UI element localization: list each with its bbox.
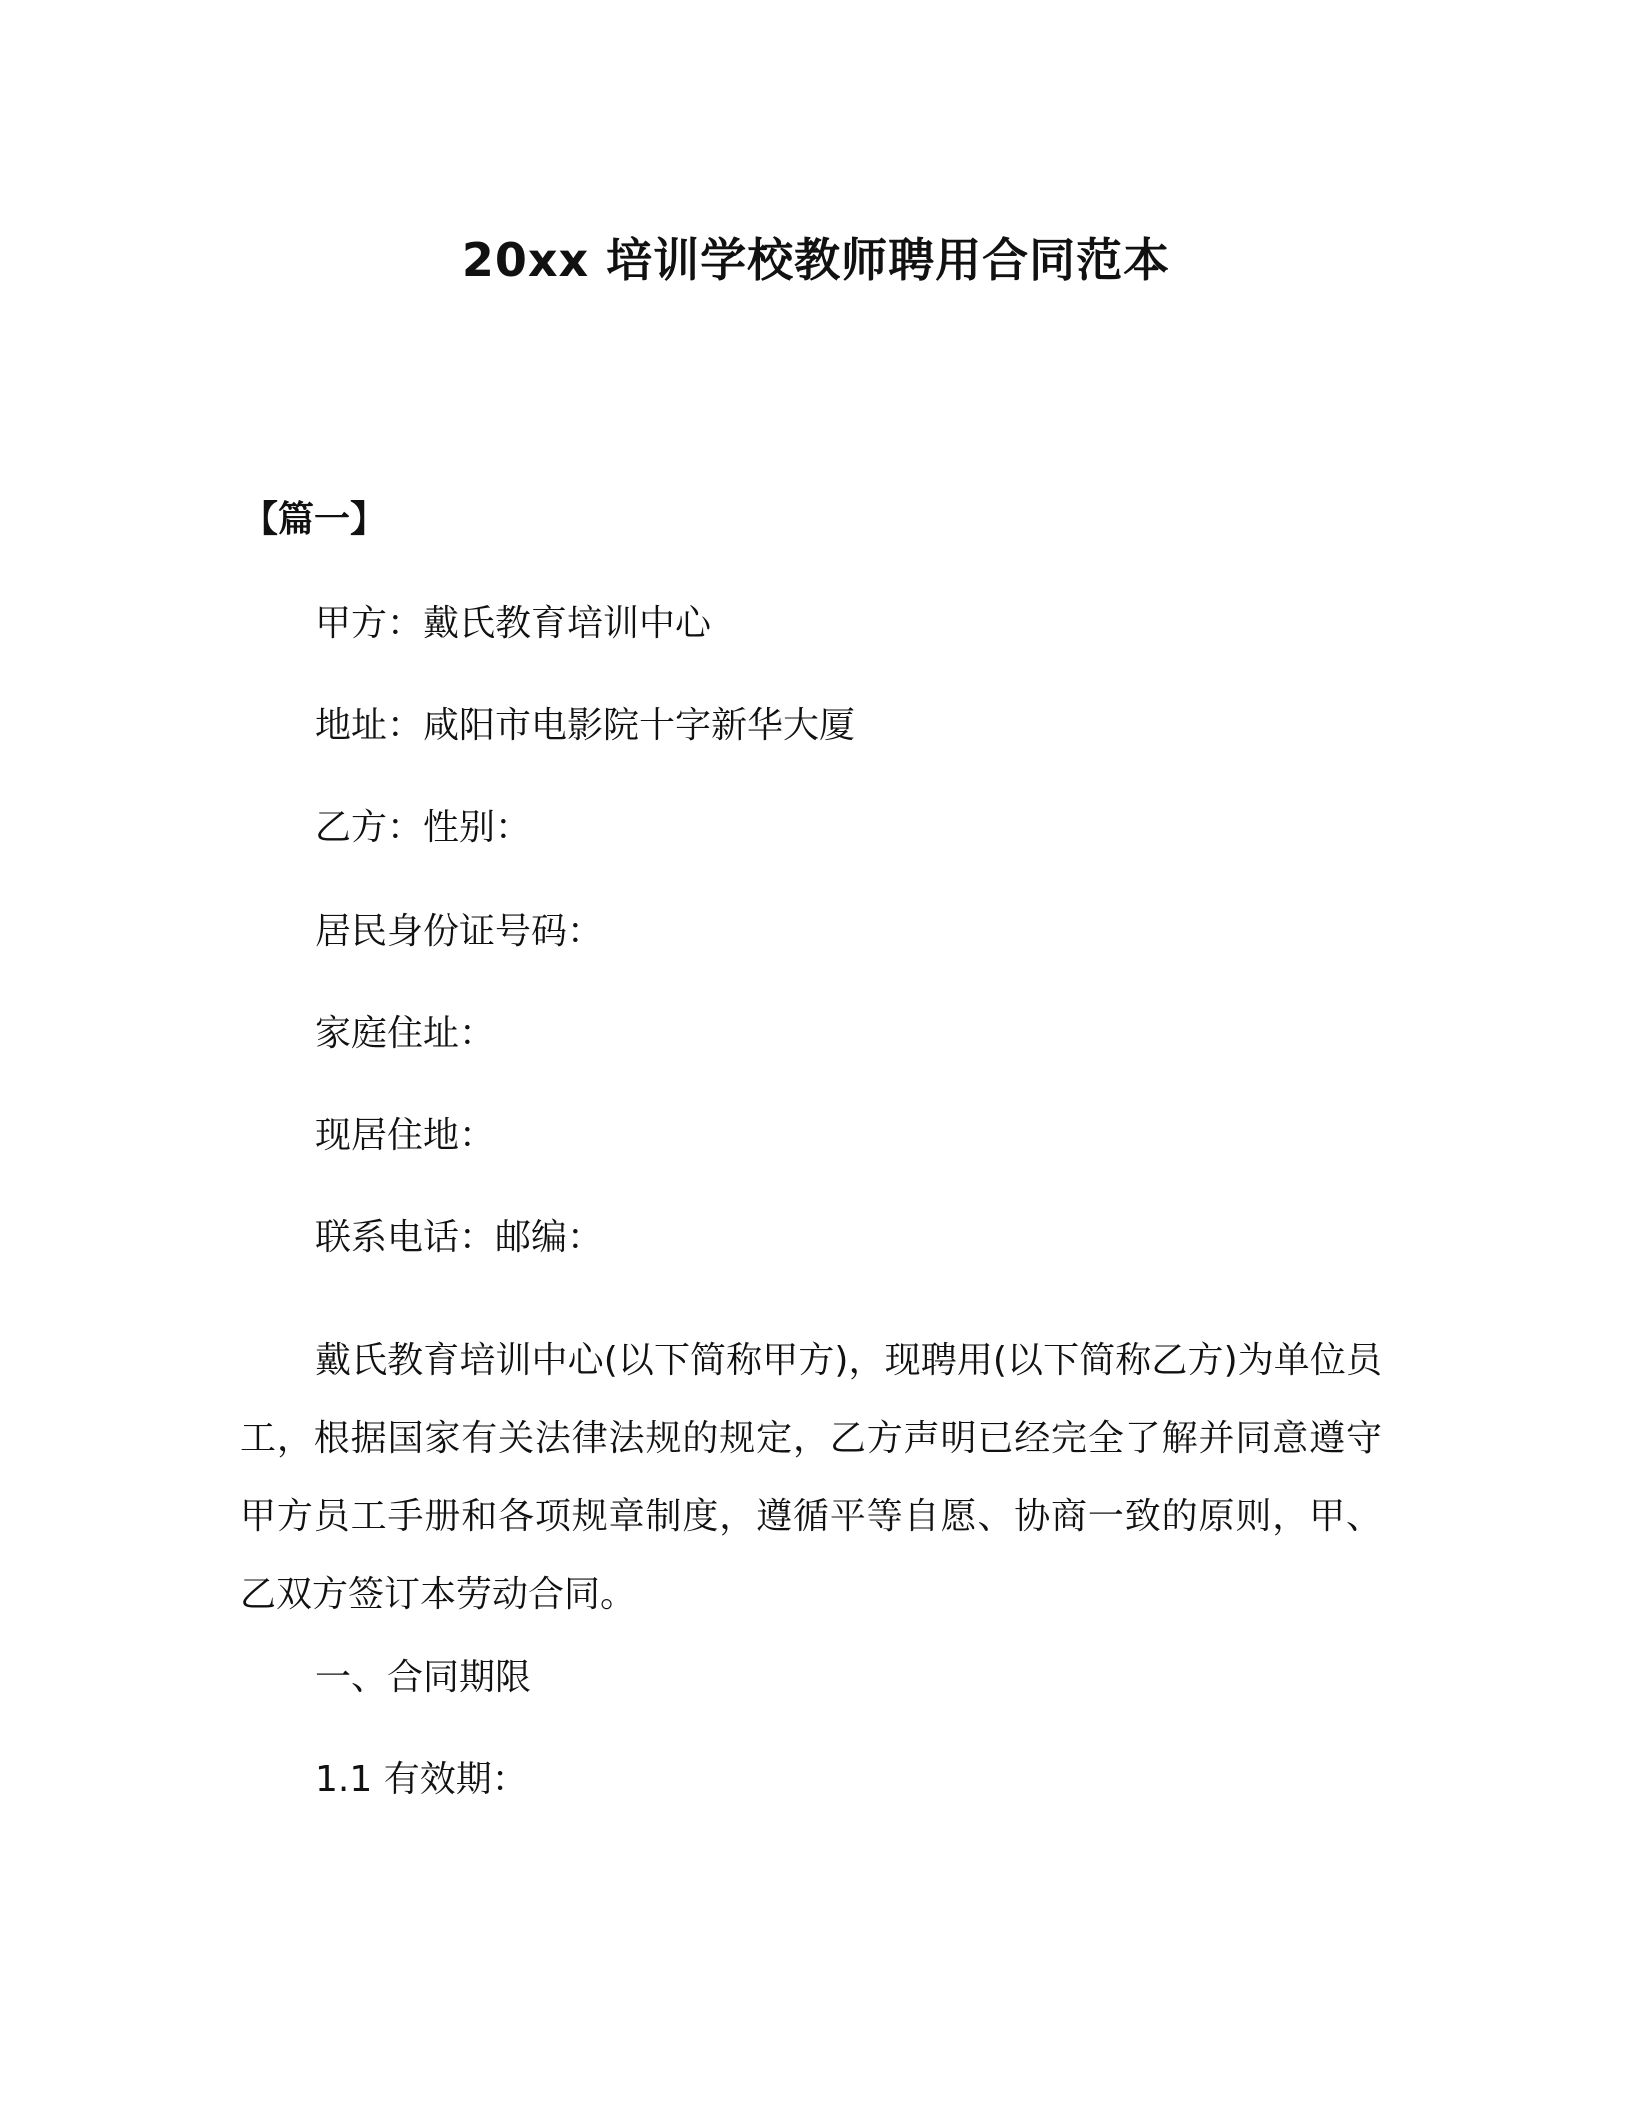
party-b-gender-field: 乙方：性别： xyxy=(315,807,532,848)
address-field: 地址：咸阳市电影院十字新华大厦 xyxy=(315,705,856,746)
contract-intro-paragraph: 戴氏教育培训中心(以下简称甲方)，现聘用(以下简称乙方)为单位员工，根据国家有关法律法规的规定，乙方声明已经完全了解并同意遵守甲方员工手册和各项规章制度，遵循平等自愿、协商一致的原则，甲、乙双方签订本劳动合同。 xyxy=(240,1340,1382,1615)
document-title: 20xx 培训学校教师聘用合同范本 xyxy=(461,233,1171,287)
party-a-field: 甲方：戴氏教育培训中心 xyxy=(315,603,712,644)
id-number-field: 居民身份证号码： xyxy=(315,911,604,952)
clause-item: 1.1 有效期： xyxy=(315,1759,528,1800)
phone-postcode-field: 联系电话：邮编： xyxy=(315,1217,604,1258)
section-heading: 【篇一】 xyxy=(242,499,387,540)
current-residence-field: 现居住地： xyxy=(315,1115,496,1156)
clause-heading: 一、合同期限 xyxy=(315,1657,532,1698)
home-address-field: 家庭住址： xyxy=(315,1013,496,1054)
